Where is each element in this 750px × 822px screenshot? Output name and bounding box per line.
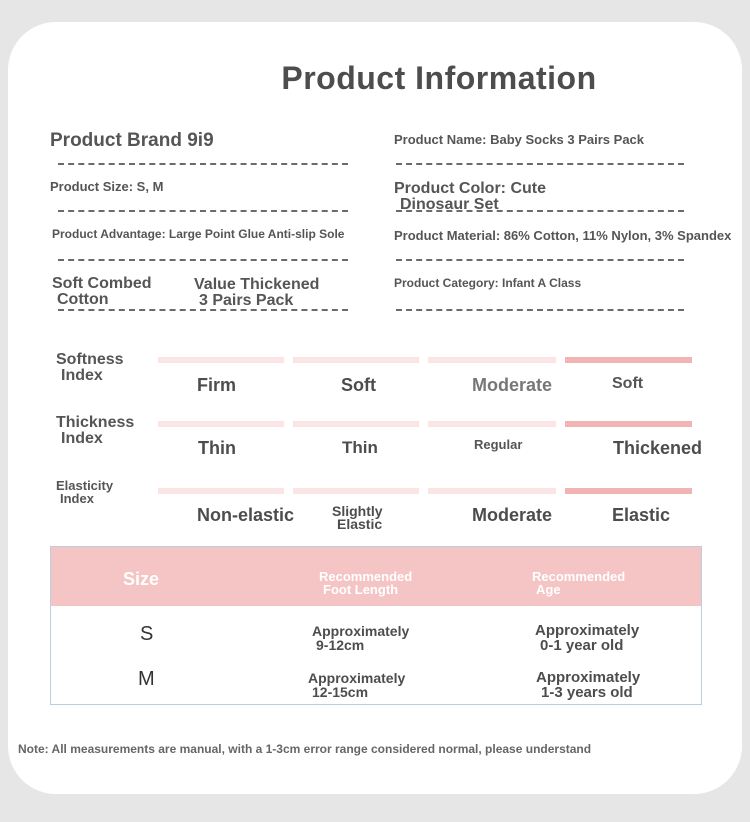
thickness-option-selected: Thickened [613,438,703,458]
softness-bar-segment-selected [565,357,692,363]
divider [58,210,348,212]
size-table [50,546,702,705]
product-size: Product Size: S, M [50,179,164,194]
thickness-bar-segment [293,421,419,427]
softness-bar-segment [293,357,419,363]
elasticity-option: Moderate [472,505,553,525]
product-color: Product Color: Cute Dinosaur Set [394,180,546,213]
page-title: Product Information [281,60,597,96]
elasticity-bar-segment [158,488,284,494]
softness-option-selected: Soft [612,375,644,392]
divider [58,163,348,165]
divider [396,163,684,165]
elasticity-option: Non-elastic [197,505,295,525]
elasticity-bar-segment [293,488,419,494]
thickness-option: Thin [198,438,236,458]
thickness-bar-segment-selected [565,421,692,427]
row-foot-length: Approximately 9-12cm [312,623,410,653]
row-age: Approximately 0-1 year old [535,622,640,654]
divider [396,259,684,261]
header-size: Size [123,569,160,589]
thickness-bar-segment [158,421,284,427]
thickness-option: Regular [474,437,523,452]
softness-bar-segment [158,357,284,363]
thickness-option: Thin [342,438,378,457]
elasticity-bar-segment-selected [565,488,692,494]
softness-index-label: Softness Index [56,351,124,384]
header-foot-length: Recommended Foot Length [319,569,413,597]
header-age: Recommended Age [532,569,626,597]
thickness-index-label: Thickness Index [56,414,135,447]
divider [58,259,348,261]
divider [396,210,684,212]
row-size: M [138,668,155,690]
divider [396,309,684,311]
size-table-header [51,547,701,606]
elasticity-option-selected: Elastic [612,505,671,525]
elasticity-index-label: Elasticity Index [56,478,114,506]
softness-option: Moderate [472,375,553,395]
softness-option: Soft [341,375,376,395]
product-material: Product Material: 86% Cotton, 11% Nylon, 3% Spandex [394,228,732,243]
product-advantage: Product Advantage: Large Point Glue Anti-slip Sole [52,227,345,241]
product-name: Product Name: Baby Socks 3 Pairs Pack [394,132,645,147]
row-foot-length: Approximately 12-15cm [308,670,406,700]
feature-value-pack: Value Thickened 3 Pairs Pack [194,276,320,309]
elasticity-bar-segment [428,488,556,494]
elasticity-option: Slightly Elastic [332,503,383,532]
divider [58,309,348,311]
softness-option: Firm [197,375,237,395]
product-brand: Product Brand 9i9 [50,130,214,151]
thickness-bar-segment [428,421,556,427]
feature-combed-cotton: Soft Combed Cotton [52,275,152,308]
measurement-note: Note: All measurements are manual, with a 1-3cm error range considered normal, please understand [18,742,592,756]
row-size: S [140,623,154,645]
product-category: Product Category: Infant A Class [394,276,582,290]
softness-bar-segment [428,357,556,363]
row-age: Approximately 1-3 years old [536,669,641,701]
